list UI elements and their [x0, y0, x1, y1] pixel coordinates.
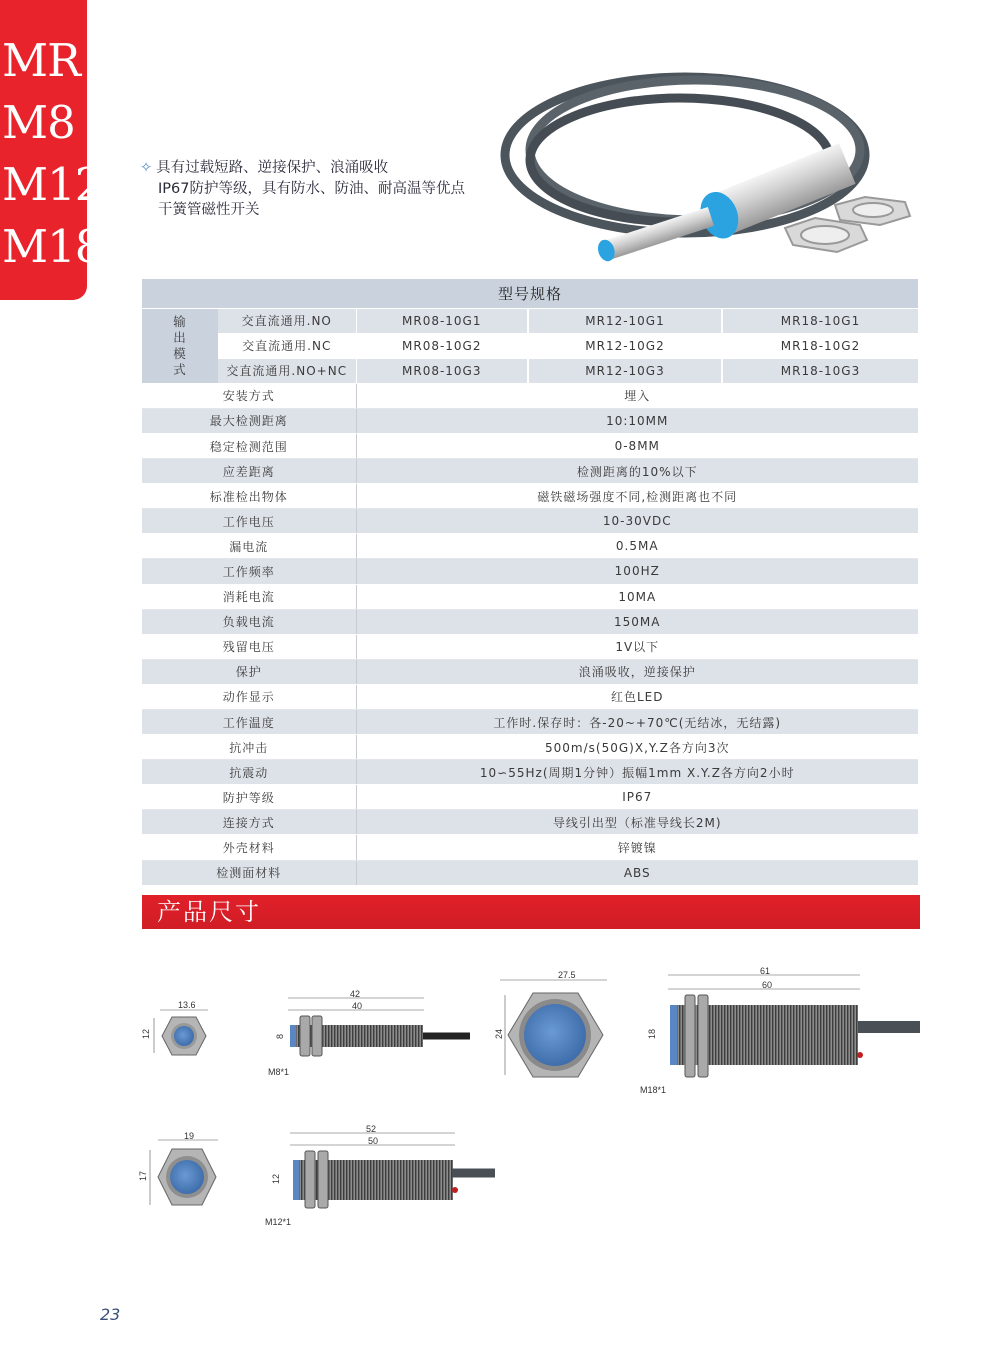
spec-value: 红色LED — [356, 684, 918, 709]
spec-label: 抗震动 — [142, 760, 356, 785]
feature-list — [140, 158, 465, 221]
spec-value: 10MA — [356, 584, 918, 609]
feature-text-1: 具有过载短路、逆接保护、浪涌吸收 — [156, 160, 389, 176]
spec-value: 检测距离的10%以下 — [356, 459, 918, 484]
product-photo — [495, 60, 925, 275]
spec-value: 锌镀镍 — [356, 835, 918, 860]
feature-line-3: 干簧管磁性开关 — [158, 202, 260, 218]
model-label-m12: M12 — [2, 158, 103, 211]
dim-m12-total: 52 — [366, 1124, 377, 1134]
dim-m18-total: 61 — [760, 966, 771, 976]
spec-row — [142, 710, 918, 735]
dim-m12-body: 50 — [368, 1136, 379, 1146]
spec-row — [142, 860, 918, 885]
output-mode-row — [142, 358, 918, 383]
spec-label: 稳定检测范围 — [142, 433, 356, 458]
spec-label: 动作显示 — [142, 684, 356, 709]
output-mode-row — [142, 333, 918, 358]
spec-row — [142, 609, 918, 634]
spec-label: 连接方式 — [142, 810, 356, 835]
spec-row — [142, 634, 918, 659]
spec-label: 标准检出物体 — [142, 484, 356, 509]
dim-m8-body: 40 — [352, 1001, 363, 1011]
spec-table-title: 型号规格 — [142, 279, 918, 308]
m8-front-view — [141, 1000, 208, 1055]
spec-label: 残留电压 — [142, 634, 356, 659]
dim-m12-width: 19 — [184, 1131, 195, 1141]
spec-value: 500m/s(50G)X,Y.Z各方向3次 — [356, 735, 918, 760]
m8-side-view — [268, 989, 470, 1077]
spec-value: 150MA — [356, 609, 918, 634]
spec-label: 工作频率 — [142, 559, 356, 584]
output-mode-type: 交直流通用.NO+NC — [218, 358, 356, 383]
spec-row — [142, 559, 918, 584]
spec-value: 10:10MM — [356, 408, 918, 433]
spec-label: 工作电压 — [142, 509, 356, 534]
spec-value: 0-8MM — [356, 433, 918, 458]
spec-row — [142, 785, 918, 810]
dim-m12-thread: M12*1 — [265, 1217, 292, 1227]
spec-label: 工作温度 — [142, 710, 356, 735]
spec-value: 100HZ — [356, 559, 918, 584]
dim-m8-dia: 8 — [275, 1033, 285, 1039]
dim-m8-height: 12 — [141, 1028, 151, 1039]
spec-label: 安装方式 — [142, 383, 356, 408]
spec-value: 10-30VDC — [356, 509, 918, 534]
output-mode-row — [142, 308, 918, 333]
spec-row — [142, 459, 918, 484]
spec-value: 磁铁磁场强度不同,检测距离也不同 — [356, 484, 918, 509]
sparkle-icon: ✧ — [140, 160, 153, 176]
model-cell: MR12-10G3 — [528, 358, 722, 383]
spec-value: 工作时.保存时：各-20~+70℃(无结冰，无结露) — [356, 710, 918, 735]
spec-label: 消耗电流 — [142, 584, 356, 609]
spec-row — [142, 684, 918, 709]
spec-row — [142, 659, 918, 684]
spec-row — [142, 810, 918, 835]
section-header-dimensions — [142, 895, 920, 929]
spec-row — [142, 433, 918, 458]
spec-table — [142, 279, 918, 886]
section-title: 产品尺寸 — [157, 898, 261, 926]
dimension-drawings — [130, 955, 930, 1255]
dim-m18-thread: M18*1 — [640, 1085, 667, 1095]
model-cell: MR08-10G2 — [356, 333, 528, 358]
dim-m12-dia: 12 — [271, 1173, 281, 1184]
model-cell: MR18-10G2 — [722, 333, 918, 358]
model-cell: MR12-10G2 — [528, 333, 722, 358]
spec-row — [142, 584, 918, 609]
spec-row — [142, 383, 918, 408]
spec-label: 防护等级 — [142, 785, 356, 810]
m18-side-view — [640, 966, 920, 1095]
dim-m8-total: 42 — [350, 989, 361, 999]
spec-row — [142, 835, 918, 860]
spec-rows — [142, 383, 918, 885]
output-mode-type: 交直流通用.NO — [218, 308, 356, 333]
dim-m18-height: 24 — [494, 1028, 504, 1039]
output-mode-group-text: 输出模式 — [173, 313, 187, 377]
model-cell: MR08-10G1 — [356, 308, 528, 333]
spec-value: 0.5MA — [356, 534, 918, 559]
feature-line-2: IP67防护等级，具有防水、防油、耐高温等优点 — [158, 181, 465, 197]
spec-value: ABS — [356, 860, 918, 885]
spec-value: 浪涌吸收，逆接保护 — [356, 659, 918, 684]
m18-front-view — [494, 970, 607, 1077]
model-cell: MR12-10G1 — [528, 308, 722, 333]
spec-value: IP67 — [356, 785, 918, 810]
spec-value: 导线引出型（标准导线长2M) — [356, 810, 918, 835]
page-number: 23 — [100, 1305, 121, 1324]
model-label-m18: M18 — [2, 220, 103, 273]
spec-table-title-row — [142, 279, 918, 308]
spec-label: 应差距离 — [142, 459, 356, 484]
dim-m18-width: 27.5 — [558, 970, 576, 980]
spec-row — [142, 534, 918, 559]
model-series-tab — [0, 0, 103, 300]
output-mode-type: 交直流通用.NC — [218, 333, 356, 358]
model-label-mr: MR — [2, 34, 80, 87]
spec-value: 埋入 — [356, 383, 918, 408]
spec-row — [142, 735, 918, 760]
spec-row — [142, 408, 918, 433]
spec-value: 10∽55Hz(周期1分钟）振幅1mm X.Y.Z各方向2小时 — [356, 760, 918, 785]
spec-label: 检测面材料 — [142, 860, 356, 885]
dim-m8-width: 13.6 — [178, 1000, 196, 1010]
model-label-m8: M8 — [2, 96, 75, 149]
dim-m8-thread: M8*1 — [268, 1067, 290, 1077]
spec-label: 抗冲击 — [142, 735, 356, 760]
output-mode-group-label — [142, 308, 218, 383]
spec-label: 负载电流 — [142, 609, 356, 634]
m12-front-view — [138, 1131, 218, 1205]
spec-label: 外壳材料 — [142, 835, 356, 860]
model-cell: MR18-10G3 — [722, 358, 918, 383]
spec-row — [142, 484, 918, 509]
m12-side-view — [265, 1124, 495, 1227]
dim-m18-body: 60 — [762, 980, 773, 990]
model-cell: MR08-10G3 — [356, 358, 528, 383]
spec-value: 1V以下 — [356, 634, 918, 659]
spec-label: 最大检测距离 — [142, 408, 356, 433]
spec-row — [142, 509, 918, 534]
spec-row — [142, 760, 918, 785]
spec-label: 保护 — [142, 659, 356, 684]
dim-m12-height: 17 — [138, 1170, 148, 1181]
dim-m18-dia: 18 — [647, 1028, 657, 1039]
feature-line-1 — [140, 158, 465, 179]
spec-label: 漏电流 — [142, 534, 356, 559]
model-cell: MR18-10G1 — [722, 308, 918, 333]
